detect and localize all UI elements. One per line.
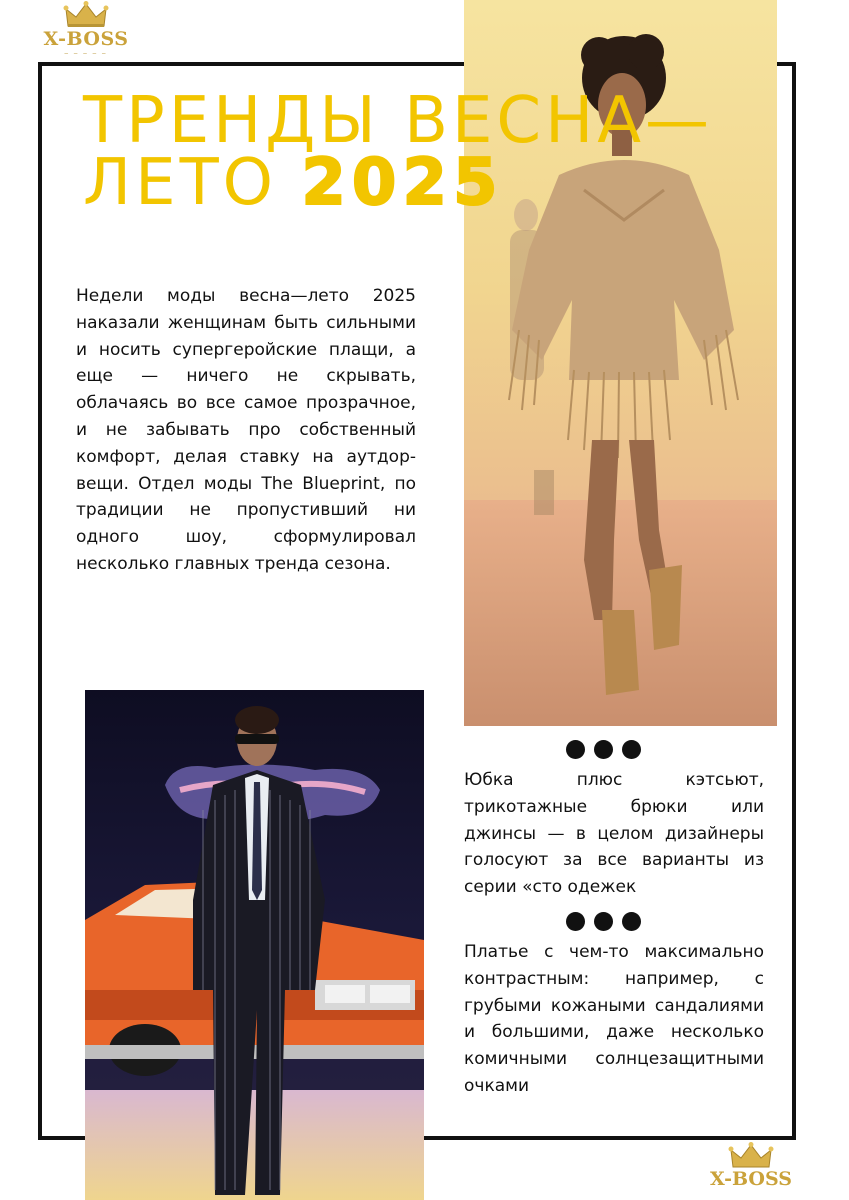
crown-icon [700,1140,802,1170]
brand-name: X-BOSS [710,1168,792,1190]
brand-logo-top [36,0,136,55]
title-line-1: ТРЕНДЫ ВЕСНА— [83,84,713,158]
runway-model-pinstripe-image [85,690,424,1200]
bullet-dots [566,740,641,759]
intro-paragraph: Недели моды весна—лето 2025 наказали женщинам быть сильными и носить супергеройские плащи, а еще — ничего не скрывать, облачаясь во все самое прозрачное, и не забывать про собственный комфорт, делая ставку на аутдор-вещи. Отдел моды The Blueprint, по традиции не пропустивший ни одного шоу, сформулировал несколько главных тренда сезона. [76,286,416,574]
trend-text: Платье с чем-то максимально контрастным: например, с грубыми кожаными сандалиями и большими, даже несколько комичными солнцезащитными очками [464,942,764,1096]
brand-tagline-decor: — — — — — [64,50,108,55]
bullet-dots [566,912,641,931]
brand-name: X-BOSS [43,28,129,50]
crown-icon [36,0,136,30]
title-line-2 [83,146,743,220]
runway-photo-bottom [85,690,424,1200]
title-line-2-prefix: ЛЕТО [83,146,302,220]
brand-logo-bottom [700,1140,802,1190]
page-title [83,84,743,220]
title-year: 2025 [301,146,504,220]
trend-text: Юбка плюс кэтсьют, трикотажные брюки или джинсы — в целом дизайнеры голосуют за все варианты из серии «сто одежек [464,770,764,898]
